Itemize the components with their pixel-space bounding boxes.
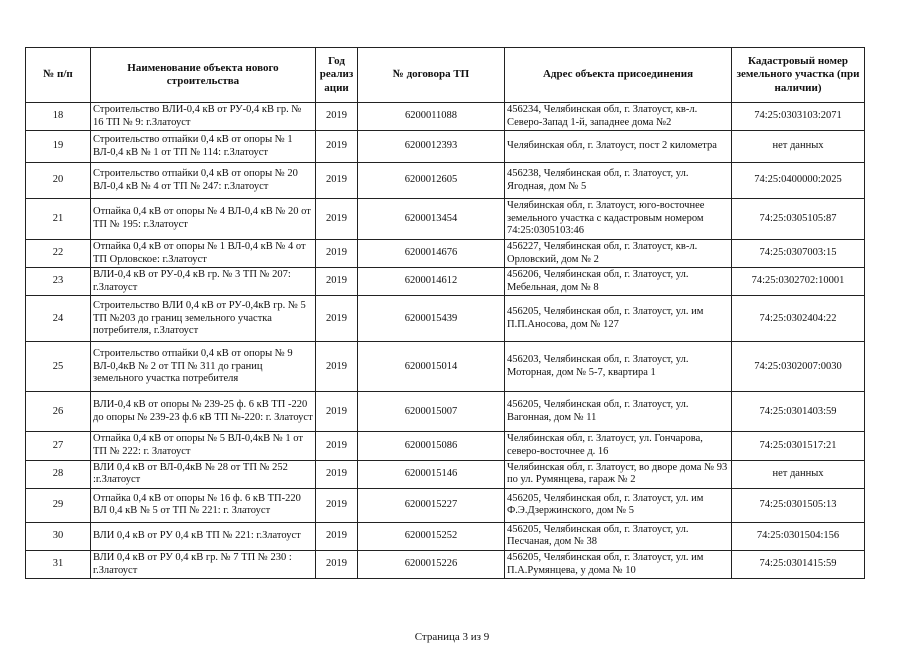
object-name: Отпайка 0,4 кВ от опоры № 1 ВЛ-0,4 кВ № 4 от ТП Орловское: г.Златоуст: [91, 239, 316, 267]
contract-number: 6200015252: [358, 522, 505, 550]
cadastral-number: нет данных: [732, 460, 865, 488]
object-name: ВЛИ-0,4 кВ от РУ-0,4 кВ гр. № 3 ТП № 207: г.Златоуст: [91, 268, 316, 296]
cadastral-number: 74:25:0303103:2071: [732, 103, 865, 131]
object-name: Строительство ВЛИ-0,4 кВ от РУ-0,4 кВ гр. № 16 ТП № 9: г.Златоуст: [91, 103, 316, 131]
table-row: [26, 131, 865, 163]
cadastral-number: 74:25:0301415:59: [732, 550, 865, 578]
object-address: 456205, Челябинская обл, г. Златоуст, ул. Вагонная, дом № 11: [505, 392, 732, 432]
row-number: 26: [26, 392, 91, 432]
year-cell: 2019: [316, 522, 358, 550]
cadastral-number: 74:25:0301517:21: [732, 432, 865, 460]
object-name: ВЛИ 0,4 кВ от ВЛ-0,4кВ № 28 от ТП № 252 :г.Златоуст: [91, 460, 316, 488]
cadastral-number: 74:25:0301505:13: [732, 488, 865, 522]
connections-table: [25, 47, 865, 579]
contract-number: 6200015086: [358, 432, 505, 460]
table-row: [26, 392, 865, 432]
year-cell: 2019: [316, 460, 358, 488]
year-cell: 2019: [316, 163, 358, 199]
cadastral-number: 74:25:0302007:0030: [732, 342, 865, 392]
row-number: 22: [26, 239, 91, 267]
contract-number: 6200012605: [358, 163, 505, 199]
object-address: 456205, Челябинская обл, г. Златоуст, ул. им П.П.Аносова, дом № 127: [505, 296, 732, 342]
object-address: Челябинская обл, г. Златоуст, ул. Гончарова, северо-восточнее д. 16: [505, 432, 732, 460]
cadastral-number: 74:25:0400000:2025: [732, 163, 865, 199]
year-cell: 2019: [316, 432, 358, 460]
table-row: [26, 432, 865, 460]
object-address: 456227, Челябинская обл, г. Златоуст, кв-л. Орловский, дом № 2: [505, 239, 732, 267]
cadastral-number: нет данных: [732, 131, 865, 163]
table-row: [26, 488, 865, 522]
table-row: [26, 268, 865, 296]
row-number: 25: [26, 342, 91, 392]
year-cell: 2019: [316, 268, 358, 296]
year-cell: 2019: [316, 296, 358, 342]
cadastral-number: 74:25:0302404:22: [732, 296, 865, 342]
cadastral-number: 74:25:0307003:15: [732, 239, 865, 267]
contract-number: 6200015014: [358, 342, 505, 392]
object-address: 456206, Челябинская обл, г. Златоуст, ул. Мебельная, дом № 8: [505, 268, 732, 296]
row-number: 30: [26, 522, 91, 550]
contract-number: 6200015227: [358, 488, 505, 522]
table-row: [26, 163, 865, 199]
cadastral-number: 74:25:0302702:10001: [732, 268, 865, 296]
object-address: Челябинская обл, г. Златоуст, пост 2 километра: [505, 131, 732, 163]
row-number: 18: [26, 103, 91, 131]
row-number: 29: [26, 488, 91, 522]
year-cell: 2019: [316, 392, 358, 432]
contract-number: 6200014676: [358, 239, 505, 267]
row-number: 20: [26, 163, 91, 199]
year-cell: 2019: [316, 550, 358, 578]
row-number: 28: [26, 460, 91, 488]
cadastral-number: 74:25:0301403:59: [732, 392, 865, 432]
contract-number: 6200011088: [358, 103, 505, 131]
year-cell: 2019: [316, 199, 358, 240]
table-row: [26, 296, 865, 342]
header-num: № п/п: [26, 48, 91, 103]
table-row: [26, 103, 865, 131]
year-cell: 2019: [316, 342, 358, 392]
object-address: 456238, Челябинская обл, г. Златоуст, ул. Ягодная, дом № 5: [505, 163, 732, 199]
contract-number: 6200015226: [358, 550, 505, 578]
object-name: Строительство отпайки 0,4 кВ от опоры № 1 ВЛ-0,4 кВ № 1 от ТП № 114: г.Златоуст: [91, 131, 316, 163]
header-address: Адрес объекта присоединения: [505, 48, 732, 103]
contract-number: 6200015007: [358, 392, 505, 432]
object-address: 456234, Челябинская обл, г. Златоуст, кв-л. Северо-Запад 1-й, западнее дома №2: [505, 103, 732, 131]
object-name: Строительство отпайки 0,4 кВ от опоры № 9 ВЛ-0,4кВ № 2 от ТП № 311 до границ земельного участка потребителя: [91, 342, 316, 392]
header-cadastre: Кадастровый номер земельного участка (при наличии): [732, 48, 865, 103]
object-name: ВЛИ-0,4 кВ от опоры № 239-25 ф. 6 кВ ТП -220 до опоры № 239-23 ф.6 кВ ТП №-220: г. Златоуст: [91, 392, 316, 432]
table-row: [26, 199, 865, 240]
row-number: 23: [26, 268, 91, 296]
row-number: 27: [26, 432, 91, 460]
contract-number: 6200015439: [358, 296, 505, 342]
contract-number: 6200015146: [358, 460, 505, 488]
contract-number: 6200012393: [358, 131, 505, 163]
cadastral-number: 74:25:0305105:87: [732, 199, 865, 240]
table-row: [26, 239, 865, 267]
object-name: Отпайка 0,4 кВ от опоры № 16 ф. 6 кВ ТП-220 ВЛ 0,4 кВ № 5 от ТП № 221: г. Златоуст: [91, 488, 316, 522]
object-name: Отпайка 0,4 кВ от опоры № 5 ВЛ-0,4кВ № 1 от ТП № 222: г. Златоуст: [91, 432, 316, 460]
table-row: [26, 342, 865, 392]
row-number: 24: [26, 296, 91, 342]
year-cell: 2019: [316, 131, 358, 163]
contract-number: 6200014612: [358, 268, 505, 296]
object-address: Челябинская обл, г. Златоуст, юго-восточнее земельного участка с кадастровым номером 74:25:0305103:46: [505, 199, 732, 240]
page-footer: Страница 3 из 9: [414, 631, 490, 643]
object-address: 456205, Челябинская обл, г. Златоуст, ул. Песчаная, дом № 38: [505, 522, 732, 550]
object-name: Строительство ВЛИ 0,4 кВ от РУ-0,4кВ гр. № 5 ТП №203 до границ земельного участка потребителя, г.Златоуст: [91, 296, 316, 342]
row-number: 19: [26, 131, 91, 163]
year-cell: 2019: [316, 488, 358, 522]
object-name: Строительство отпайки 0,4 кВ от опоры № 20 ВЛ-0,4 кВ № 4 от ТП № 247: г.Златоуст: [91, 163, 316, 199]
table-row: [26, 460, 865, 488]
object-address: 456205, Челябинская обл, г. Златоуст, ул. им Ф.Э.Дзержинского, дом № 5: [505, 488, 732, 522]
row-number: 21: [26, 199, 91, 240]
header-name: Наименование объекта нового строительства: [91, 48, 316, 103]
year-cell: 2019: [316, 103, 358, 131]
object-address: Челябинская обл, г. Златоуст, во дворе дома № 93 по ул. Румянцева, гараж № 2: [505, 460, 732, 488]
object-name: ВЛИ 0,4 кВ от РУ 0,4 кВ гр. № 7 ТП № 230 : г.Златоуст: [91, 550, 316, 578]
year-cell: 2019: [316, 239, 358, 267]
table-header-row: [26, 48, 865, 103]
header-year: Год реализ ации: [316, 48, 358, 103]
object-name: Отпайка 0,4 кВ от опоры № 4 ВЛ-0,4 кВ № 20 от ТП № 195: г.Златоуст: [91, 199, 316, 240]
header-contract: № договора ТП: [358, 48, 505, 103]
contract-number: 6200013454: [358, 199, 505, 240]
row-number: 31: [26, 550, 91, 578]
object-name: ВЛИ 0,4 кВ от РУ 0,4 кВ ТП № 221: г.Златоуст: [91, 522, 316, 550]
object-address: 456205, Челябинская обл, г. Златоуст, ул. им П.А.Румянцева, у дома № 10: [505, 550, 732, 578]
cadastral-number: 74:25:0301504:156: [732, 522, 865, 550]
table-row: [26, 550, 865, 578]
object-address: 456203, Челябинская обл, г. Златоуст, ул. Моторная, дом № 5-7, квартира 1: [505, 342, 732, 392]
table-row: [26, 522, 865, 550]
